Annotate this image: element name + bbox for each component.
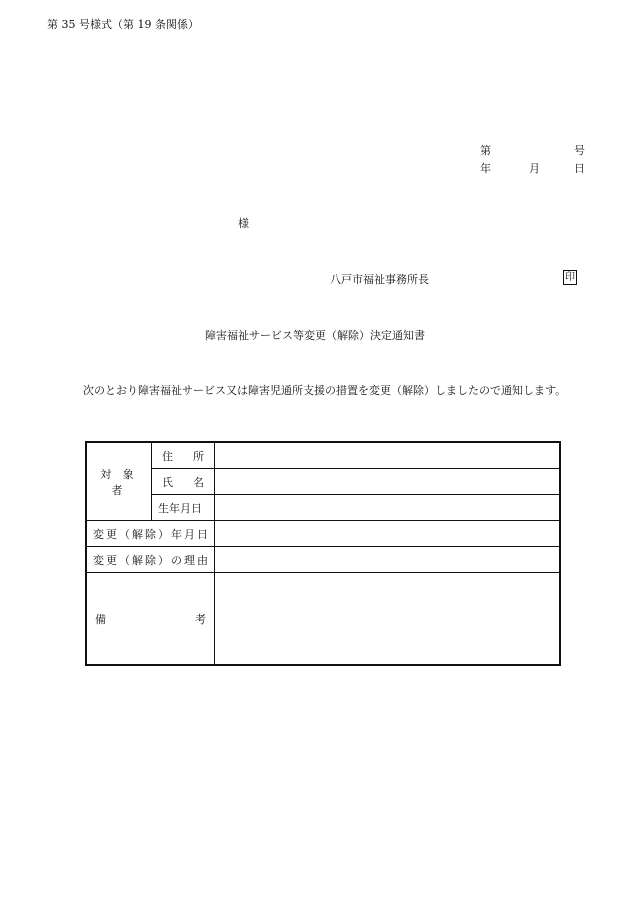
change-reason-char-7: の <box>171 553 182 567</box>
change-date-char-9: 日 <box>197 527 208 541</box>
change-date-label-cell <box>86 521 215 547</box>
table-row <box>86 521 560 547</box>
table-row <box>86 573 560 666</box>
change-date-char-6: ） <box>158 527 169 541</box>
change-date-char-5: 除 <box>145 527 156 541</box>
name-label-cell <box>152 469 215 495</box>
target-person-label: 対 象 者 <box>86 442 152 521</box>
birthdate-label: 生年月日 <box>152 495 215 521</box>
notice-body-text: 次のとおり障害福祉サービス又は障害児通所支援の措置を変更（解除）しましたので通知します。 <box>83 384 567 397</box>
form-number: 第 35 号様式（第 19 条関係） <box>47 18 199 31</box>
target-info-table <box>85 441 561 666</box>
change-reason-char-8: 理 <box>184 553 195 567</box>
seal-mark: 印 <box>565 272 575 283</box>
table-row <box>86 442 560 469</box>
document-number-suffix: 号 <box>574 144 585 157</box>
change-reason-char-3: （ <box>119 553 130 567</box>
birthdate-value-field[interactable] <box>215 495 561 521</box>
name-value-field[interactable] <box>215 469 561 495</box>
date-month-label: 月 <box>529 162 540 175</box>
address-label-char-1: 住 <box>162 449 173 463</box>
notes-label-cell <box>86 573 215 666</box>
addressee-honorific: 様 <box>238 217 249 230</box>
change-reason-char-2: 更 <box>106 553 117 567</box>
change-date-char-8: 月 <box>184 527 195 541</box>
change-reason-char-4: 解 <box>132 553 143 567</box>
address-value-field[interactable] <box>215 442 561 469</box>
change-date-char-7: 年 <box>171 527 182 541</box>
table-row <box>86 495 560 521</box>
change-date-char-2: 更 <box>106 527 117 541</box>
name-label-char-1: 氏 <box>162 475 173 489</box>
document-number-prefix: 第 <box>480 144 491 157</box>
change-reason-label-cell <box>86 547 215 573</box>
change-reason-char-5: 除 <box>145 553 156 567</box>
document-title: 障害福祉サービス等変更（解除）決定通知書 <box>205 329 425 342</box>
change-date-char-1: 変 <box>93 527 104 541</box>
change-date-char-4: 解 <box>132 527 143 541</box>
change-date-char-3: （ <box>119 527 130 541</box>
table-row <box>86 547 560 573</box>
issuer-name: 八戸市福祉事務所長 <box>330 273 429 286</box>
address-label-char-2: 所 <box>193 449 204 463</box>
table-row <box>86 469 560 495</box>
date-day-label: 日 <box>574 162 585 175</box>
date-year-label: 年 <box>480 162 491 175</box>
change-reason-char-1: 変 <box>93 553 104 567</box>
change-reason-char-9: 由 <box>197 553 208 567</box>
address-label-cell <box>152 442 215 469</box>
name-label-char-2: 名 <box>193 475 204 489</box>
change-date-value-field[interactable] <box>215 521 561 547</box>
change-reason-char-6: ） <box>158 553 169 567</box>
notes-value-field[interactable] <box>215 573 561 666</box>
change-reason-value-field[interactable] <box>215 547 561 573</box>
notes-label-char-1: 備 <box>95 612 106 626</box>
notes-label-char-2: 考 <box>195 612 206 626</box>
